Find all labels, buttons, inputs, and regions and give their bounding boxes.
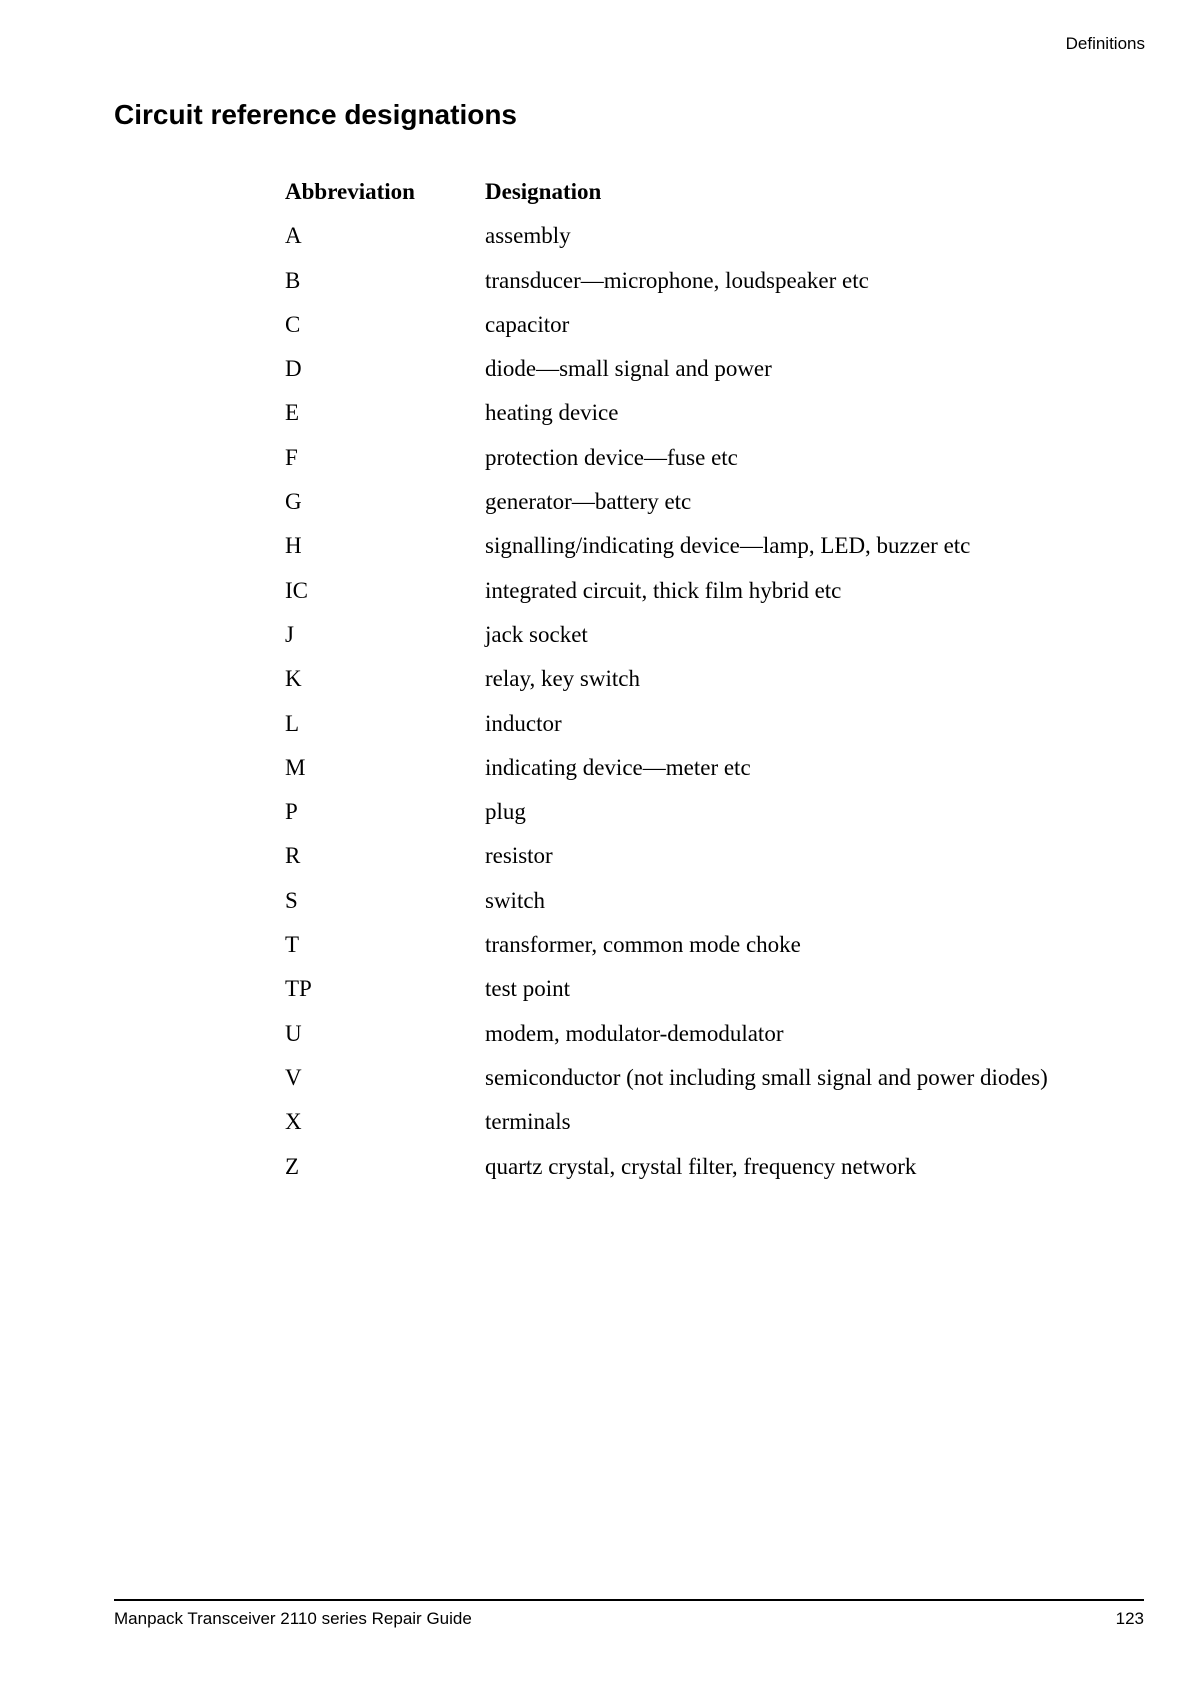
table-row [285,268,1048,312]
table-row [285,1021,1048,1065]
column-header-designation: Designation [485,179,602,204]
designation-cell: signalling/indicating device—lamp, LED, buzzer etc [485,533,971,559]
designation-cell: capacitor [485,311,570,337]
designation-cell: integrated circuit, thick film hybrid etc [485,577,842,603]
abbreviation-cell: E [285,400,300,426]
designation-cell: modem, modulator-demodulator [485,1020,784,1046]
table-row [285,533,1048,577]
abbreviation-cell: Z [285,1153,300,1179]
abbreviation-cell: G [285,489,302,515]
designation-cell: terminals [485,1109,571,1135]
abbreviation-cell: R [285,843,301,869]
abbreviation-cell: K [285,666,302,692]
abbreviation-cell: U [285,1020,302,1046]
table-row [285,1109,1048,1153]
designation-cell: diode—small signal and power [485,356,772,382]
table-row [285,312,1048,356]
table-header-row [285,179,1048,223]
column-header-abbreviation: Abbreviation [285,179,415,204]
abbreviation-cell: M [285,754,306,780]
table-row [285,1065,1048,1109]
table-row [285,223,1048,267]
abbreviation-cell: D [285,356,302,382]
running-header: Definitions [1065,34,1145,53]
table-row [285,843,1048,887]
abbreviation-cell: TP [285,976,312,1002]
table-row [285,1154,1048,1198]
abbreviation-cell: V [285,1064,302,1090]
designation-cell: transducer—microphone, loudspeaker etc [485,267,869,293]
table-row [285,578,1048,622]
abbreviation-cell: A [285,223,302,249]
table-row [285,888,1048,932]
designation-table [285,179,1048,1198]
designation-cell: assembly [485,223,571,249]
abbreviation-cell: T [285,932,300,958]
abbreviation-cell: H [285,533,302,559]
table-row [285,356,1048,400]
designation-cell: protection device—fuse etc [485,444,738,470]
page-title: Circuit reference designations [114,99,518,130]
table-row [285,976,1048,1020]
designation-cell: resistor [485,843,553,869]
table-body [285,223,1048,1198]
designation-cell: semiconductor (not including small signal and power diodes) [485,1064,1048,1090]
designation-cell: indicating device—meter etc [485,754,751,780]
abbreviation-cell: S [285,887,298,913]
table-row [285,445,1048,489]
table-row [285,799,1048,843]
table-row [285,755,1048,799]
abbreviation-cell: X [285,1109,302,1135]
abbreviation-cell: C [285,311,301,337]
footer-document-title: Manpack Transceiver 2110 series Repair Guide [114,1609,472,1628]
abbreviation-cell: IC [285,577,308,603]
table-row [285,622,1048,666]
designation-cell: heating device [485,400,619,426]
designation-cell: switch [485,887,546,913]
abbreviation-cell: F [285,444,298,470]
designation-cell: transformer, common mode choke [485,932,801,958]
designation-cell: relay, key switch [485,666,640,692]
abbreviation-cell: J [285,621,294,647]
footer-divider [114,1599,1144,1601]
designation-cell: test point [485,976,570,1002]
footer-page-number: 123 [1115,1609,1144,1628]
table-row [285,400,1048,444]
table-row [285,711,1048,755]
designation-cell: jack socket [485,621,588,647]
designation-cell: quartz crystal, crystal filter, frequency network [485,1153,917,1179]
designation-cell: generator—battery etc [485,489,692,515]
abbreviation-cell: B [285,267,301,293]
table-row [285,932,1048,976]
abbreviation-cell: P [285,799,298,825]
abbreviation-cell: L [285,710,300,736]
table-row [285,666,1048,710]
designation-cell: plug [485,799,526,825]
designation-cell: inductor [485,710,562,736]
table-row [285,489,1048,533]
